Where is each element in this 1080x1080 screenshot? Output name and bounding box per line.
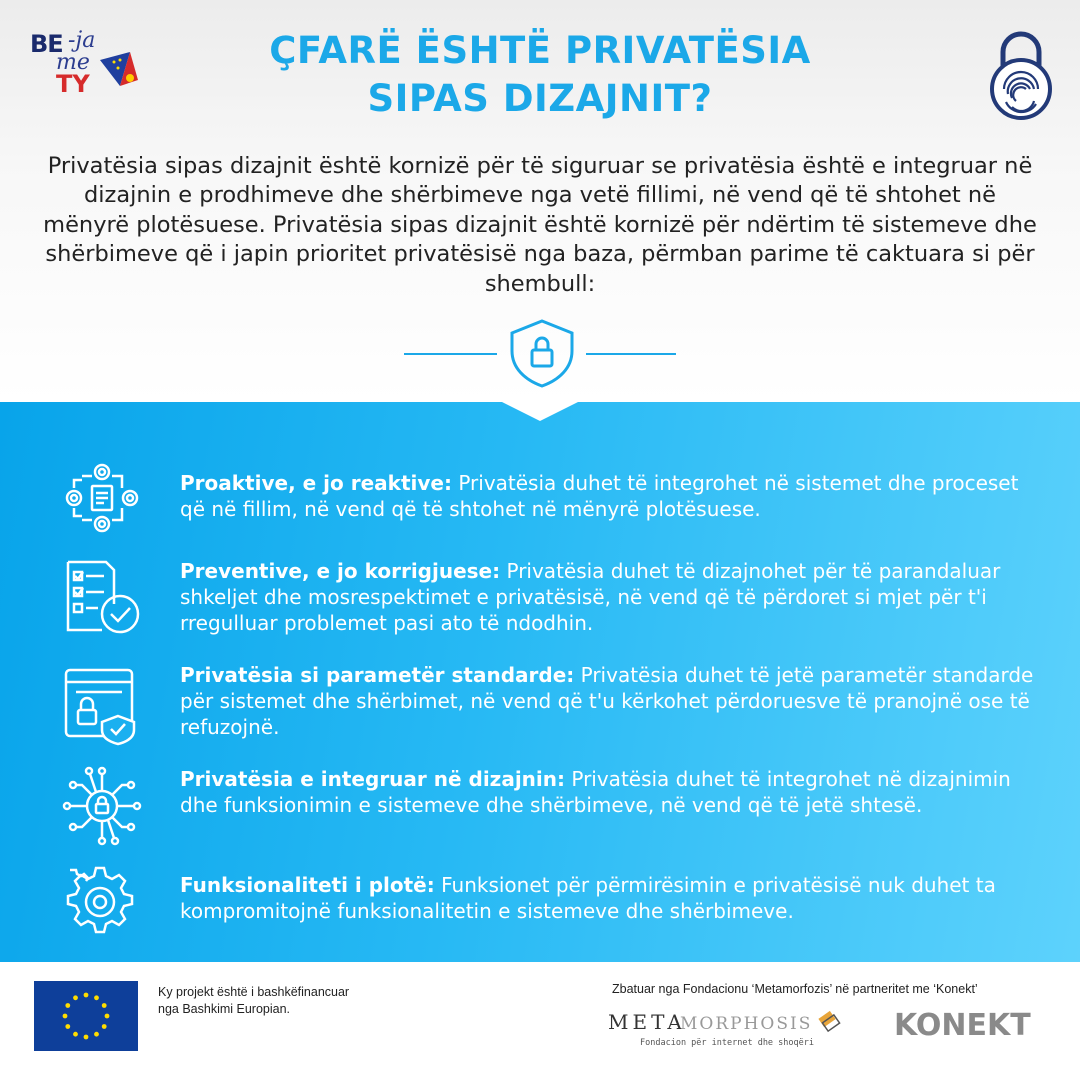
- principle-body: Privatësia duhet të dizajnohet për të parandaluar shkeljet dhe mosrespektimet e privatësisë, në vend që të përdoret si mjet për t'i rregulluar problemet pasi ato të ndodhin.: [180, 559, 1001, 635]
- logo-ja: -ja: [68, 28, 96, 53]
- principle-body: Privatësia duhet të integrohet në sistemet dhe proceset që në fillim, në vend që të shtohet në mënyrë plotësuese.: [180, 471, 1019, 521]
- principle-body: Privatësia duhet të jetë parametër standarde për sistemet dhe shërbimet, në vend që t'u kërkohet përdoruesve të pranojnë ose të refuzojnë.: [180, 663, 1034, 739]
- meta-word: META: [608, 1010, 686, 1034]
- flags-triangle-icon: [100, 52, 140, 92]
- page-title-line1: ÇFARË ËSHTË PRIVATËSIA: [269, 29, 811, 72]
- implemented-by-text: Zbatuar nga Fondacionu ‘Metamorfozis’ në partneritet me ‘Konekt’: [612, 982, 978, 996]
- principle-text: [180, 470, 1040, 522]
- principle-body: Funksionet për përmirësimin e privatësisë nuk duhet ta kompromitojnë funksionalitetin e sistemeve dhe shërbimeve.: [180, 873, 996, 923]
- section-notch: [500, 401, 580, 421]
- intro-paragraph: Privatësia sipas dizajnit është kornizë për të siguruar se privatësia është e integruar në dizajnin e prodhimeve dhe shërbimeve nga vetë fillimi, në vend që të shtohet në mënyrë plotësuese. Privatësia sipas dizajnit është kornizë për ndërtim të sistemeve dhe shërbimeve që i japin prioritet privatësisë nga baza, përmban parime të caktuara si për shembull:: [43, 153, 1037, 297]
- gears-icon: [62, 862, 142, 942]
- logo-ty: TY: [56, 70, 90, 98]
- eu-line1: Ky projekt është i bashkëfinancuar: [158, 985, 350, 999]
- secure-window-icon: [62, 666, 142, 746]
- metamorphosis-logo: [608, 1006, 848, 1056]
- eu-line2: nga Bashkimi Europian.: [158, 1002, 291, 1016]
- logo-be: BE: [30, 30, 63, 58]
- principle-text: [180, 662, 1040, 740]
- checklist-icon: [62, 558, 142, 636]
- divider-right: [586, 353, 676, 355]
- fingerprint-lock-icon: [986, 28, 1056, 120]
- butterfly-icon: [814, 1008, 844, 1034]
- circuit-lock-icon: [62, 766, 142, 846]
- principle-text: [180, 872, 1040, 924]
- principle-title: Preventive, e jo korrigjuese:: [180, 559, 501, 583]
- eu-cofinance-text: [158, 984, 349, 1018]
- konekt-logo: KONEKT: [894, 1008, 1031, 1043]
- principle-title: Proaktive, e jo reaktive:: [180, 471, 452, 495]
- metamorphosis-subtitle: Fondacion për internet dhe shoqëri: [640, 1038, 814, 1048]
- morphosis-word: MORPHOSIS: [680, 1014, 813, 1034]
- principle-text: [180, 766, 1040, 818]
- gears-process-icon: [62, 462, 142, 534]
- beja-mety-logo: [30, 30, 140, 96]
- page-title-line2: SIPAS DIZAJNIT?: [367, 77, 713, 120]
- principle-title: Funksionaliteti i plotë:: [180, 873, 435, 897]
- principle-text: [180, 558, 1040, 636]
- logo-me: me: [56, 50, 90, 75]
- principle-body: Privatësia duhet të integrohet në dizajnimin dhe funksionimin e sistemeve dhe shërbimeve, në vend që të jetë shtesë.: [180, 767, 1011, 817]
- principle-title: Privatësia si parametër standarde:: [180, 663, 575, 687]
- eu-flag: [34, 981, 138, 1051]
- eu-stars-icon: [34, 981, 138, 1051]
- footer: [0, 962, 1080, 1080]
- principle-title: Privatësia e integruar në dizajnin:: [180, 767, 565, 791]
- divider-left: [404, 353, 497, 355]
- shield-lock-icon: [506, 318, 578, 388]
